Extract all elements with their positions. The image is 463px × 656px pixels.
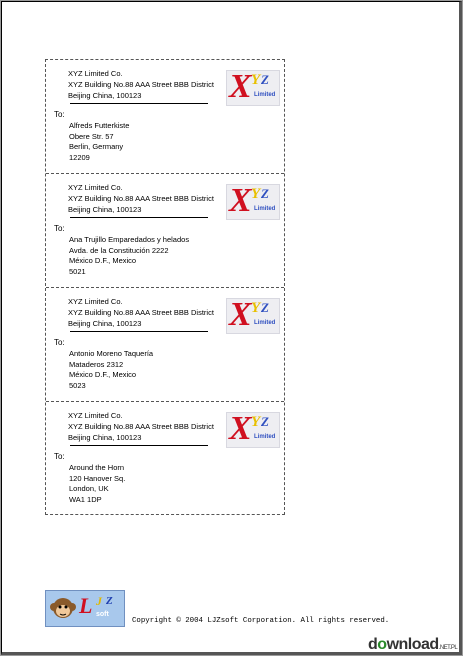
copyright-notice: Copyright © 2004 LJZsoft Corporation. All rights reserved.: [132, 617, 390, 625]
recipient-address: [69, 463, 125, 505]
mailing-label: [46, 402, 284, 516]
sender-address: [68, 68, 214, 101]
label-sheet: [45, 59, 285, 515]
recipient-street: Obere Str. 57: [69, 131, 114, 141]
recipient-name: Ana Trujillo Emparedados y helados: [69, 235, 190, 244]
print-preview-page: [1, 1, 462, 655]
sender-city: Beijing China, 100123: [68, 319, 142, 328]
sender-city: Beijing China, 100123: [68, 205, 142, 214]
logo-letter-y: Y: [251, 414, 261, 430]
sender-street: XYZ Building No.88 AAA Street BBB District: [68, 422, 214, 431]
monkey-mascot-icon: [50, 595, 76, 623]
ljzsoft-logo: [45, 590, 125, 627]
logo-letter-z: Z: [261, 300, 269, 315]
logo-letter-z: Z: [261, 186, 269, 201]
recipient-city: Berlin, Germany: [69, 142, 124, 151]
xyz-limited-logo: [226, 70, 280, 106]
sender-company: XYZ Limited Co.: [68, 183, 123, 192]
sender-company: XYZ Limited Co.: [68, 297, 123, 306]
divider-line: [70, 103, 208, 104]
recipient-postal-code: 5023: [69, 380, 86, 390]
logo-letter-x: X: [229, 70, 252, 105]
divider-line: [70, 445, 208, 446]
sender-city: Beijing China, 100123: [68, 433, 142, 442]
logo-limited-text: Limited: [254, 434, 276, 440]
recipient-postal-code: 12209: [69, 152, 90, 162]
to-label: To:: [54, 224, 65, 233]
footer-logo-letter-j: J: [96, 594, 102, 608]
recipient-street: 120 Hanover Sq.: [69, 473, 126, 483]
logo-letter-z: Z: [261, 414, 269, 429]
to-label: To:: [54, 110, 65, 119]
recipient-name: Around the Horn: [69, 463, 125, 472]
sender-address: [68, 182, 214, 215]
to-label: To:: [54, 452, 65, 461]
sender-city: Beijing China, 100123: [68, 91, 142, 100]
recipient-street: Avda. de la Constitución 2222: [69, 245, 169, 255]
logo-letter-x: X: [229, 412, 252, 447]
watermark-text-b: wnload: [386, 636, 439, 653]
watermark-text-o: o: [377, 636, 387, 653]
recipient-address: [69, 349, 153, 391]
to-label: To:: [54, 338, 65, 347]
sender-street: XYZ Building No.88 AAA Street BBB District: [68, 308, 214, 317]
recipient-city: London, UK: [69, 484, 109, 493]
sender-company: XYZ Limited Co.: [68, 69, 123, 78]
logo-limited-text: Limited: [254, 92, 276, 98]
recipient-address: [69, 121, 129, 163]
footer-logo-letter-z: Z: [106, 595, 113, 607]
logo-letter-x: X: [229, 298, 252, 333]
sender-street: XYZ Building No.88 AAA Street BBB District: [68, 80, 214, 89]
sender-street: XYZ Building No.88 AAA Street BBB District: [68, 194, 214, 203]
xyz-limited-logo: [226, 412, 280, 448]
footer-logo-letter-l: L: [79, 593, 93, 618]
xyz-limited-logo: [226, 184, 280, 220]
logo-limited-text: Limited: [254, 320, 276, 326]
divider-line: [70, 331, 208, 332]
logo-letter-z: Z: [261, 72, 269, 87]
sender-address: [68, 296, 214, 329]
recipient-address: [69, 235, 189, 277]
recipient-city: México D.F., Mexico: [69, 256, 137, 265]
logo-letter-y: Y: [251, 300, 261, 316]
watermark-tld: .NET.PL: [438, 645, 458, 651]
logo-letter-x: X: [229, 184, 252, 219]
recipient-postal-code: WA1 1DP: [69, 494, 102, 504]
footer-logo-soft-text: soft: [96, 611, 109, 618]
mailing-label: [46, 174, 284, 288]
recipient-name: Antonio Moreno Taquería: [69, 349, 154, 358]
sender-company: XYZ Limited Co.: [68, 411, 123, 420]
logo-limited-text: Limited: [254, 206, 276, 212]
recipient-city: México D.F., Mexico: [69, 370, 137, 379]
recipient-name: Alfreds Futterkiste: [69, 121, 130, 130]
recipient-street: Mataderos 2312: [69, 359, 124, 369]
divider-line: [70, 217, 208, 218]
download-watermark: [368, 636, 457, 654]
mailing-label: [46, 60, 284, 174]
logo-letter-y: Y: [251, 72, 261, 88]
xyz-limited-logo: [226, 298, 280, 334]
sender-address: [68, 410, 214, 443]
logo-letter-y: Y: [251, 186, 261, 202]
watermark-text-a: d: [368, 636, 378, 653]
recipient-postal-code: 5021: [69, 266, 86, 276]
mailing-label: [46, 288, 284, 402]
